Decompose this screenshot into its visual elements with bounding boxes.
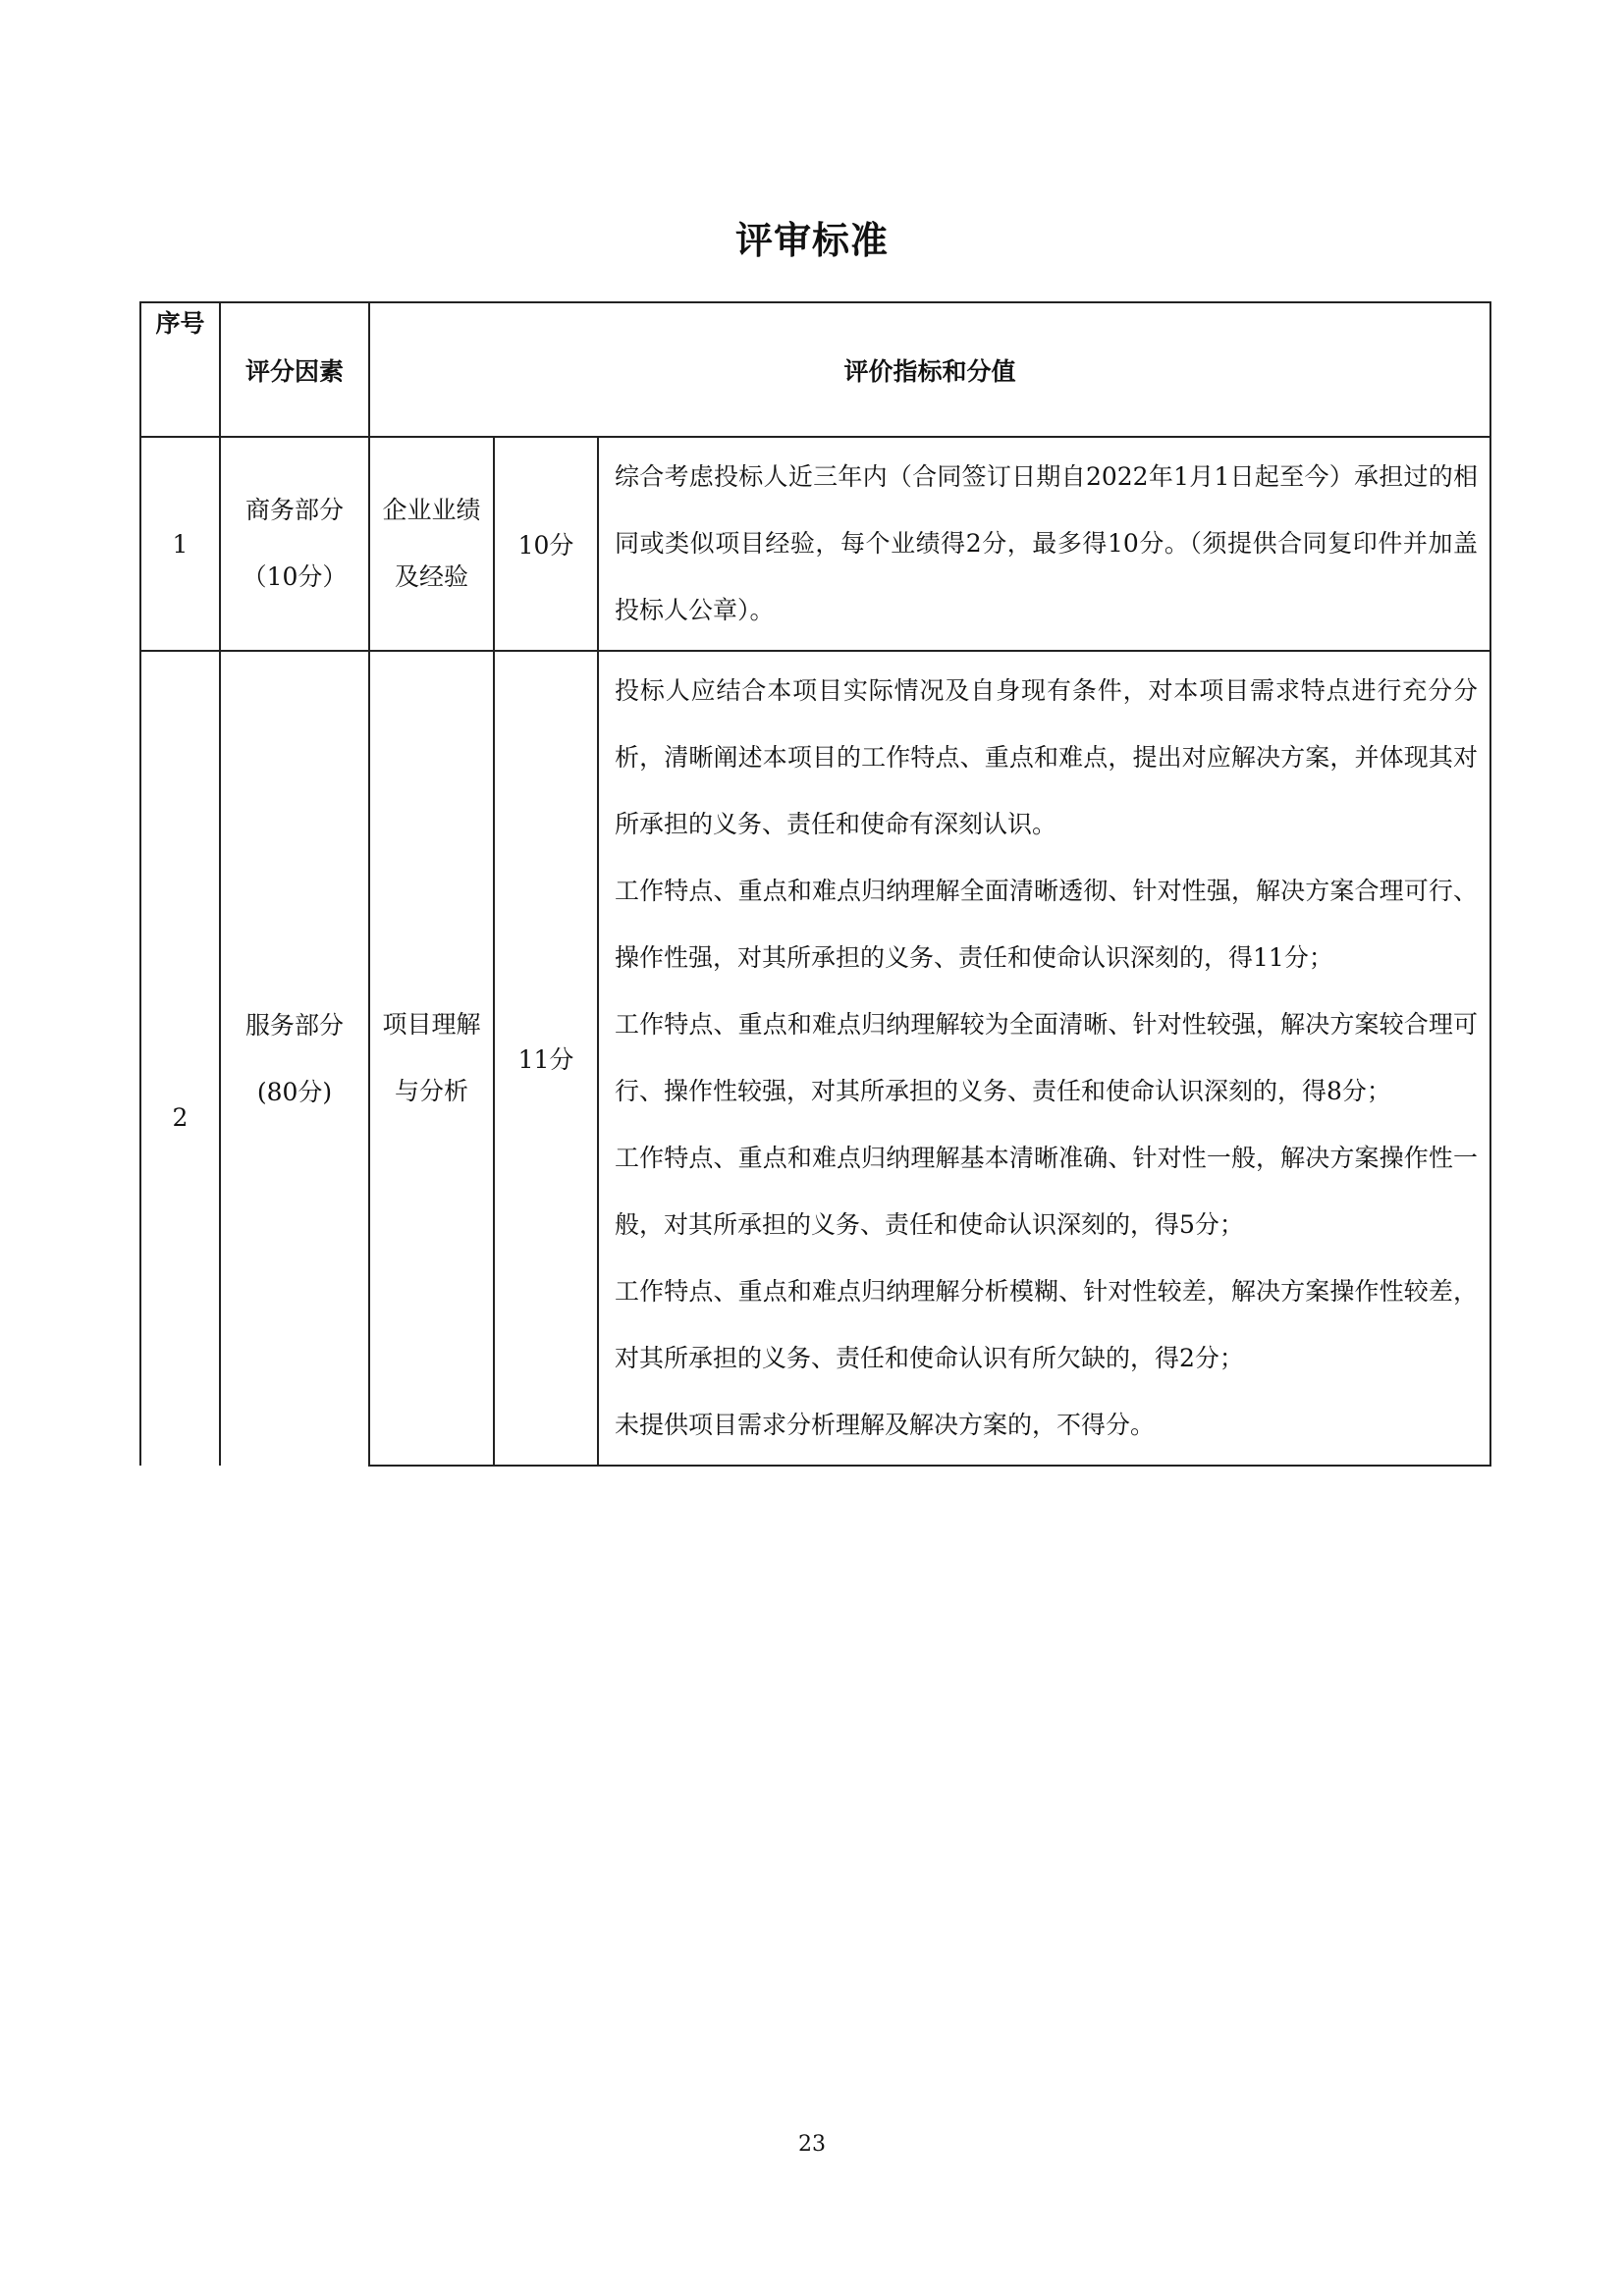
- criteria-paragraph: 投标人应结合本项目实际情况及自身现有条件，对本项目需求特点进行充分分析，清晰阐述本项目的工作特点、重点和难点，提出对应解决方案，并体现其对所承担的义务、责任和使命有深刻认识。: [615, 676, 1479, 838]
- row-score: 10分: [494, 437, 598, 651]
- header-criteria: 评价指标和分值: [369, 302, 1490, 437]
- criteria-paragraph: 工作特点、重点和难点归纳理解基本清晰准确、针对性一般，解决方案操作性一般，对其所承担的义务、责任和使命认识深刻的，得5分；: [615, 1144, 1479, 1239]
- criteria-paragraph: 工作特点、重点和难点归纳理解全面清晰透彻、针对性强，解决方案合理可行、操作性强，对其所承担的义务、责任和使命认识深刻的，得11分；: [615, 877, 1479, 972]
- criteria-paragraph: 未提供项目需求分析理解及解决方案的，不得分。: [615, 1411, 1156, 1439]
- page-number: 23: [798, 2132, 826, 2157]
- row-criteria: [598, 437, 1490, 651]
- row-part: 服务部分(80分): [220, 651, 369, 1466]
- header-seq: 序号: [140, 302, 220, 437]
- row-criteria: [598, 651, 1490, 1466]
- criteria-paragraph: 综合考虑投标人近三年内（合同签订日期自2022年1月1日起至今）承担过的相同或类似项目经验，每个业绩得2分，最多得10分。（须提供合同复印件并加盖投标人公章）。: [615, 462, 1479, 624]
- row-seq: 1: [140, 437, 220, 651]
- table-row: [140, 437, 1490, 651]
- criteria-paragraph: 工作特点、重点和难点归纳理解较为全面清晰、针对性较强，解决方案较合理可行、操作性较强，对其所承担的义务、责任和使命认识深刻的，得8分；: [615, 1010, 1479, 1105]
- row-item: 企业业绩及经验: [369, 437, 494, 651]
- scoring-table: [139, 301, 1491, 1467]
- header-row: [140, 302, 1490, 437]
- row-seq: 2: [140, 651, 220, 1466]
- header-factor: 评分因素: [220, 302, 369, 437]
- page-title: 评审标准: [734, 219, 889, 262]
- table-row: [140, 651, 1490, 1466]
- row-part: 商务部分（10分）: [220, 437, 369, 651]
- criteria-paragraph: 工作特点、重点和难点归纳理解分析模糊、针对性较差，解决方案操作性较差，对其所承担的义务、责任和使命认识有所欠缺的，得2分；: [615, 1277, 1479, 1372]
- row-item: 项目理解与分析: [369, 651, 494, 1466]
- row-score: 11分: [494, 651, 598, 1466]
